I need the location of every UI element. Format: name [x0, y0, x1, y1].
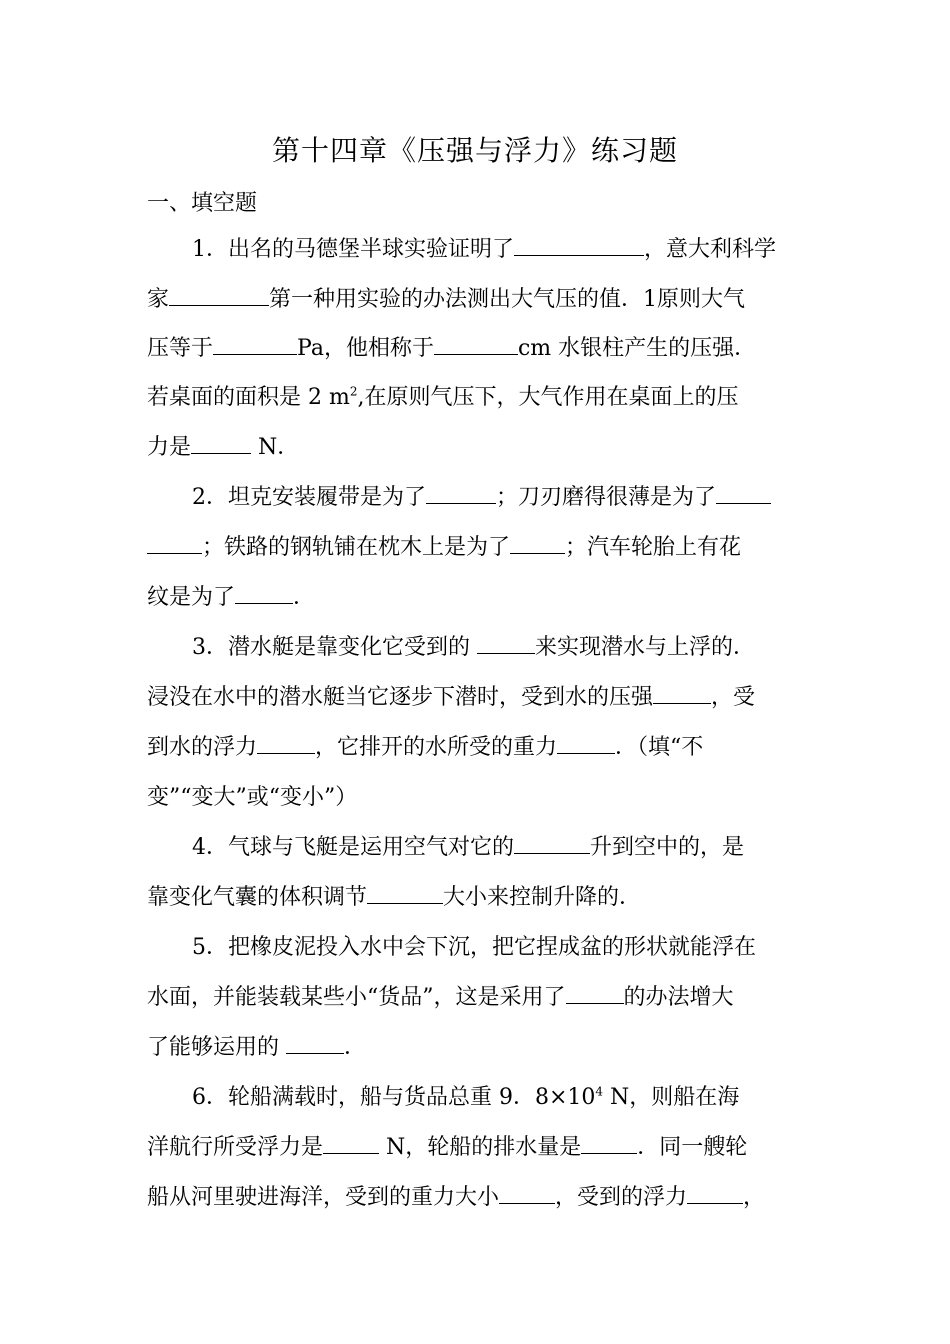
blank: [581, 1129, 637, 1154]
q4-line-2: 靠变化气囊的体积调节 大小来控制升降的．: [147, 878, 827, 918]
q2-line-3: 纹是为了 ．: [147, 578, 827, 618]
blank: [514, 829, 590, 854]
blank: [566, 979, 624, 1004]
blank: [687, 1179, 743, 1204]
q1-line-2: 家 第一种用实验的办法测出大气压的值．1原则大气: [147, 280, 827, 320]
blank: [499, 1179, 555, 1204]
q6-line-1: 6．轮船满载时，船与货品总重 9．$8\times 10^4$ N，则船在海: [192, 1084, 740, 1110]
q5-line-3: 了能够运用的 ．: [147, 1028, 827, 1068]
section-heading: 一、填空题: [147, 191, 258, 216]
q3-line-4: 变”“变大”或“变小”）: [147, 785, 358, 810]
blank: [191, 429, 251, 454]
blank: [557, 729, 615, 754]
q2-line-1: 2．坦克安装履带是为了 ；刀刃磨得很薄是为了: [192, 478, 872, 518]
blank: [434, 330, 518, 355]
q5-line-2: 水面，并能装载某些小“货品”，这是采用了 的办法增大: [147, 978, 827, 1018]
blank: [367, 879, 443, 904]
blank: [169, 281, 269, 306]
blank: [213, 330, 297, 355]
q1-line-5: 力是 N．: [147, 428, 827, 468]
q1-line-4: 若桌面的面积是 2 $m^2$,在原则气压下，大气作用在桌面上的压: [147, 384, 739, 410]
q4-line-1: 4．气球与飞艇是运用空气对它的 升到空中的，是: [192, 828, 872, 868]
blank: [286, 1029, 344, 1054]
blank: [323, 1129, 379, 1154]
blank: [510, 529, 565, 554]
page-title: 第十四章《压强与浮力》练习题: [271, 134, 678, 167]
q2-line-2: ；铁路的钢轨铺在枕木上是为了 ；汽车轮胎上有花: [147, 528, 827, 568]
blank: [235, 579, 293, 604]
q3-line-3: 到水的浮力 ，它排开的水所受的重力 ．（填“不: [147, 728, 827, 768]
q3-line-2: 浸没在水中的潜水艇当它逐步下潜时，受到水的压强 ，受: [147, 678, 827, 718]
q1-line-1: 1．出名的马德堡半球实验证明了 ，意大利科学: [192, 230, 872, 270]
q1-line-3: 压等于 Pa，他相称于 cm 水银柱产生的压强．: [147, 329, 827, 369]
blank: [653, 679, 711, 704]
q5-line-1: 5．把橡皮泥投入水中会下沉，把它捏成盆的形状就能浮在: [192, 935, 756, 960]
q6-line-2: 洋航行所受浮力是 N，轮船的排水量是 ．同一艘轮: [147, 1128, 827, 1168]
blank: [514, 231, 644, 256]
blank: [477, 629, 535, 654]
blank: [147, 529, 202, 554]
blank: [257, 729, 315, 754]
q3-line-1: 3．潜水艇是靠变化它受到的 来实现潜水与上浮的．: [192, 628, 872, 668]
blank: [716, 479, 771, 504]
blank: [426, 479, 496, 504]
q6-line-3: 船从河里驶进海洋，受到的重力大小 ，受到的浮力 ，: [147, 1178, 827, 1218]
